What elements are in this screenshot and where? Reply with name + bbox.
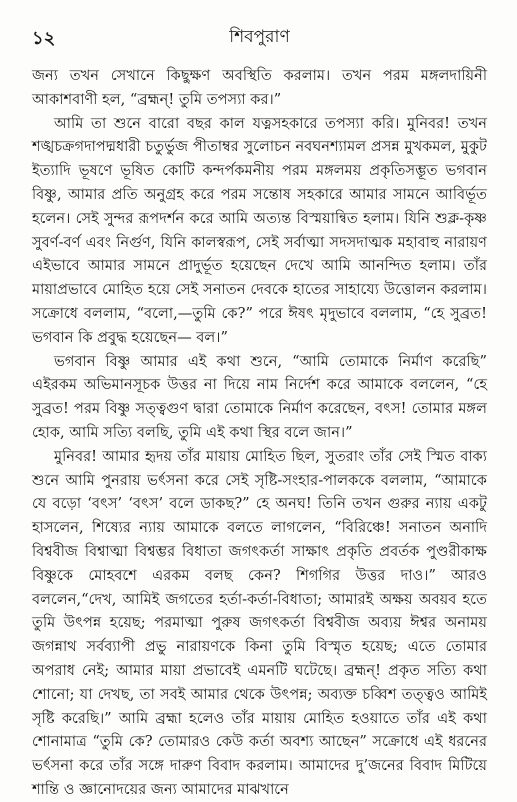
- paragraph: মুনিবর! আমার হৃদয় তাঁর মায়ায় মোহিত ছিল, সুতরাং তাঁর সেই স্মিত বাক্য শুনে আমি পুনরায় ভর্ৎসনা করে সেই সৃষ্টি-সংহার-পালককে বললাম, “আমাকে যে বড়ো ‘বৎস’ ‘বৎস’ বলে ডাকছ?” হে অনঘ! তিনি তখন গুরুর ন্যায় একটু হাসলেন, শিষ্যের ন্যায় আমাকে বলতে লাগলেন, “বিরিঞ্চে! সনাতন অনাদি বিশ্ববীজ বিশ্বাত্মা বিশ্বম্ভর বিধাতা জগৎকর্তা সাক্ষাৎ প্রকৃতি প্রবর্তক পুণ্ডরীকাক্ষ বিষ্ণুকে মোহবশে এরকম বলছ কেন? শিগগির উত্তর দাও।” আরও বললেন,“দেখ, আমিই জগতের হর্তা-কর্তা-বিধাতা; আমারই অক্ষয় অবয়ব হতে তুমি উৎপন্ন হয়েছ; পরমাত্মা পুরুষ জগৎকর্তা বিশ্ববীজ অব্যয় ঈশ্বর অনাময় জগন্নাথ সর্বব্যাপী প্রভু নারায়ণকে কিনা তুমি বিস্মৃত হয়েছ; এতে তোমার অপরাধ নেই; আমার মায়া প্রভাবেই এমনটি ঘটেছে। ব্রহ্মন্! প্রকৃত সত্যি কথা শোনো; যা দেখছ, তা সবই আমার থেকে উৎপন্ন; অব্যক্ত চব্বিশ তত্ত্বও আমিই সৃষ্টি করেছি।” আমি ব্রহ্মা হলেও তাঁর মায়ায় মোহিত হওয়াতে তাঁর এই কথা শোনামাত্র “তুমি কে? তোমারও কেউ কর্তা অবশ্য আছেন” সক্রোধে এই ধরনের ভর্ৎসনা করে তাঁর সঙ্গে দারুণ বিবাদ করলাম। আমাদের দু’জনের বিবাদ মিটিয়ে শান্তি ও জ্ঞানোদয়ের জন্য আমাদের মাঝখানে: [32, 447, 487, 798]
- paragraph: আমি তা শুনে বারো বছর কাল যত্নসহকারে তপস্যা করি। মুনিবর! তখন শঙ্খচক্রগদাপদ্মধারী চতুর্ভুজ পীতাম্বর সুলোচন নবঘনশ্যামল প্রসন্ন মুখকমল, মুকুট ইত্যাদি ভূষণে ভূষিত কোটি কন্দর্পকমনীয় পরম মঙ্গলময় প্রকৃতিসম্ভূত ভগবান বিষ্ণু, আমার প্রতি অনুগ্রহ করে পরম সন্তোষ সহকারে আমার সামনে আবির্ভূত হলেন। সেই সুন্দর রূপদর্শন করে আমি অত্যন্ত বিস্ময়ান্বিত হলাম। যিনি শুক্ল-কৃষ্ণ সুবর্ণ-বর্ণ এবং নির্গুণ, যিনি কালস্বরূপ, সেই সর্বাত্মা সদসদাত্মক মহাবাহু নারায়ণ এইভাবে আমার সামনে প্রাদুর্ভূত হয়েছেন দেখে আমি আনন্দিত হলাম। তাঁর মায়াপ্রভাবে মোহিত হয়ে সেই সনাতন দেবকে হাতের সাহায্যে উত্তোলন করলাম। সক্রোধে বললাম, “বলো,—তুমি কে?” পরে ঈষৎ মৃদুভাবে বললাম, “হে সুব্রত! ভগবান কি প্রবুদ্ধ হয়েছেন— বল।”: [32, 114, 487, 346]
- paragraph: জন্য তখন সেখানে কিছুক্ষণ অবস্থিতি করলাম। তখন পরম মঙ্গলদায়িনী আকাশবাণী হল, “ব্রহ্মন্! তুমি তপস্যা কর।”: [32, 67, 487, 108]
- page-header: [32, 22, 487, 52]
- page-number: ১২: [32, 28, 56, 49]
- running-title: শিবপুরাণ: [229, 27, 290, 47]
- paragraph: ভগবান বিষ্ণু আমার এই কথা শুনে, “আমি তোমাকে নির্মাণ করেছি” এইরকম অভিমানসূচক উত্তর না দিয়ে নাম নির্দেশ করে আমাকে বললেন, “হে সুব্রত! পরম বিষ্ণু সত্ত্বগুণ দ্বারা তোমাকে নির্মাণ করেছেন, বৎস! তোমার মঙ্গল হোক, আমি সত্যি বলছি, তুমি এই কথা স্থির বলে জান।”: [32, 352, 487, 441]
- page-body: [32, 64, 487, 802]
